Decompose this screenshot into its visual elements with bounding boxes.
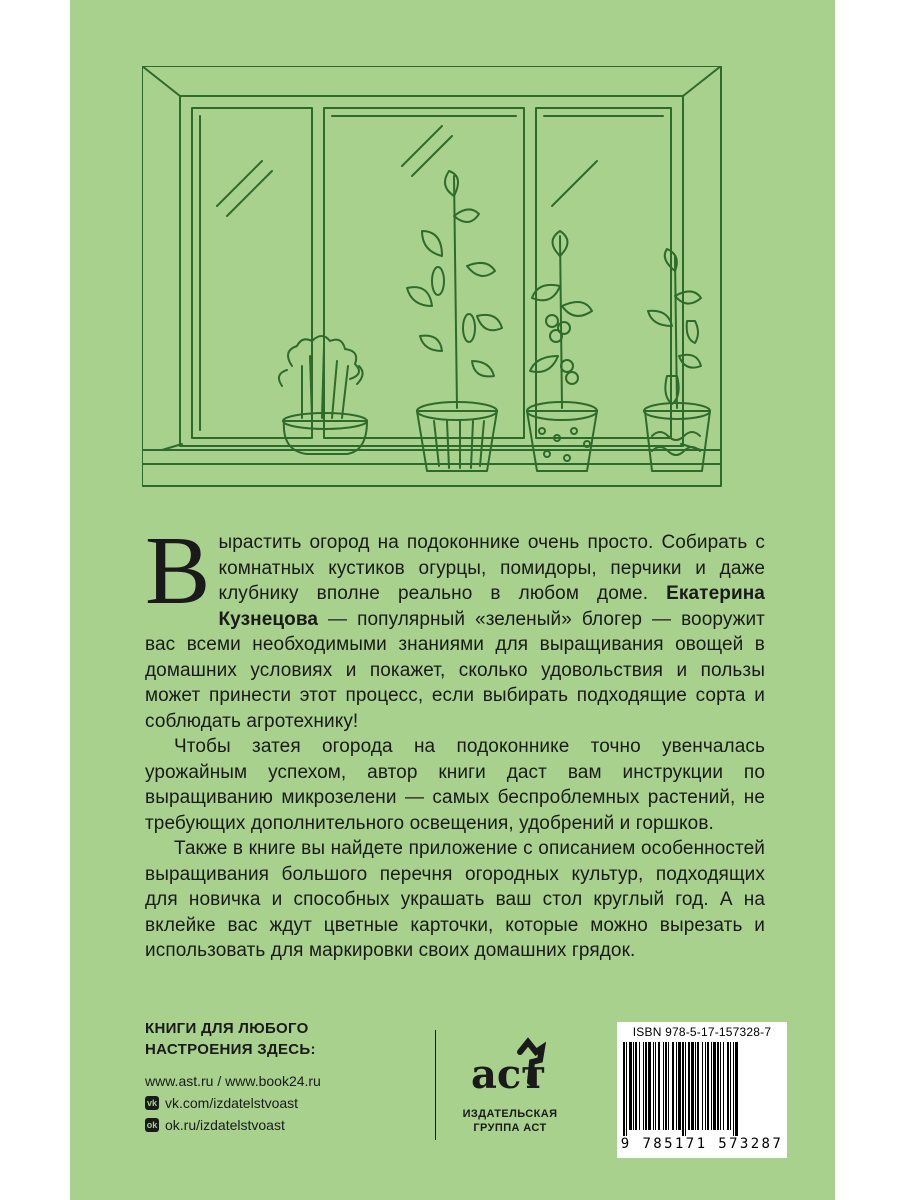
footer	[145, 1018, 835, 1178]
barcode	[617, 1022, 787, 1158]
window-inner-frame	[180, 96, 683, 446]
barcode-bar	[678, 1042, 681, 1130]
websites-text: www.ast.ru / www.book24.ru	[145, 1073, 321, 1089]
tomato-pot	[527, 231, 597, 471]
isbn-label: ISBN 978-5-17-157328-7	[632, 1025, 772, 1039]
barcode-bar	[691, 1042, 694, 1130]
right-pane	[536, 108, 671, 438]
barcode-bar	[688, 1042, 690, 1130]
window-sill	[142, 450, 721, 464]
barcode-bar	[676, 1042, 677, 1130]
divider	[435, 1030, 436, 1140]
barcode-bar	[707, 1042, 709, 1130]
paragraph-1	[145, 517, 765, 734]
barcode-bar	[643, 1042, 644, 1130]
ast-logo-text: аст	[471, 1051, 547, 1098]
paragraph-3: Также в книге вы найдете приложение с описанием особенностей выращивания большого перечня огородных культур, подходящих для новичка и способных украшать ваш стол круглый год. А на вклейке вас ждут цветные карточки, которые можно вырезать и использовать для маркировки своих домашних грядок.	[145, 838, 765, 961]
barcode-bar	[733, 1042, 734, 1136]
barcode-bar	[702, 1042, 703, 1130]
barcode-bar	[730, 1042, 731, 1130]
cucumber-pot	[407, 171, 502, 471]
back-cover	[70, 0, 835, 1200]
barcode-bar	[717, 1042, 719, 1130]
barcode-bar	[705, 1042, 706, 1130]
barcode-bar	[626, 1042, 627, 1136]
barcode-bar	[668, 1042, 669, 1130]
barcode-bar	[720, 1042, 721, 1130]
barcode-bar	[723, 1042, 724, 1130]
publisher-logo	[445, 1032, 575, 1135]
barcode-bar	[623, 1042, 625, 1136]
barcode-bar	[685, 1042, 686, 1136]
barcode-bar	[695, 1042, 696, 1130]
barcode-digits: 9 785171 573287	[620, 1136, 784, 1152]
publisher-caption-line2: ГРУППА АСТ	[473, 1122, 547, 1134]
barcode-bar	[697, 1042, 699, 1130]
barcode-bar	[663, 1042, 664, 1130]
window-illustration	[142, 66, 722, 496]
paragraph-1-start: ырастить огород на подоконнике очень просто. Собирать с комнатных кустиков огурцы, помидоры, перчики и даже клубнику вполне реально в любом доме.	[218, 532, 765, 604]
barcode-bars	[621, 1042, 783, 1136]
left-pane	[192, 108, 312, 438]
ast-logo-mark	[465, 1032, 555, 1102]
blurb	[145, 517, 765, 964]
ok-text: ok.ru/izdatelstvoast	[165, 1117, 285, 1133]
drop-cap: В	[145, 517, 211, 625]
barcode-bar	[635, 1042, 637, 1130]
barcode-bar	[645, 1042, 647, 1130]
barcode-bar	[727, 1042, 729, 1130]
barcode-bar	[655, 1042, 656, 1130]
barcode-bar	[633, 1042, 634, 1130]
barcode-bar	[735, 1042, 738, 1136]
barcode-bar	[653, 1042, 654, 1130]
barcode-bar	[682, 1042, 684, 1136]
barcode-bar	[629, 1042, 632, 1130]
barcode-bar	[639, 1042, 640, 1130]
vk-text: vk.com/izdatelstvoast	[165, 1095, 299, 1111]
ok-icon: ok	[146, 1120, 158, 1130]
promo-title-line2: НАСТРОЕНИЯ ЗДЕСЬ:	[145, 1041, 316, 1058]
vk-icon: vk	[146, 1098, 157, 1108]
barcode-bar	[713, 1042, 716, 1130]
barcode-bar	[648, 1042, 651, 1130]
barcode-bar	[672, 1042, 674, 1130]
publisher-caption-line1: ИЗДАТЕЛЬСКАЯ	[462, 1108, 558, 1120]
barcode-bar	[711, 1042, 712, 1130]
promo-title-line1: КНИГИ ДЛЯ ЛЮБОГО	[145, 1020, 309, 1037]
barcode-bar	[658, 1042, 660, 1130]
paragraph-2: Чтобы затея огорода на подоконнике точно увенчалась урожайным успехом, автор книги даст вам инструкции по выращиванию микрозелени — самых беспроблемных растений, не требующих дополнительного освещения, удобрений и горшков.	[145, 736, 765, 834]
barcode-bar	[665, 1042, 667, 1130]
author-name: Екатерина Кузнецова	[218, 583, 765, 630]
publisher-caption	[445, 1107, 575, 1135]
paragraph-1-end: — популярный «зеленый» блогер — вооружит вас всеми необходимыми знаниями для выращивания овощей в домашних условиях и покажет, сколько удовольствия и пользы может принести этот процесс, если выбирать подходящие сорта и соблюдать агротехнику!	[145, 608, 765, 732]
celery-pot	[279, 336, 367, 454]
